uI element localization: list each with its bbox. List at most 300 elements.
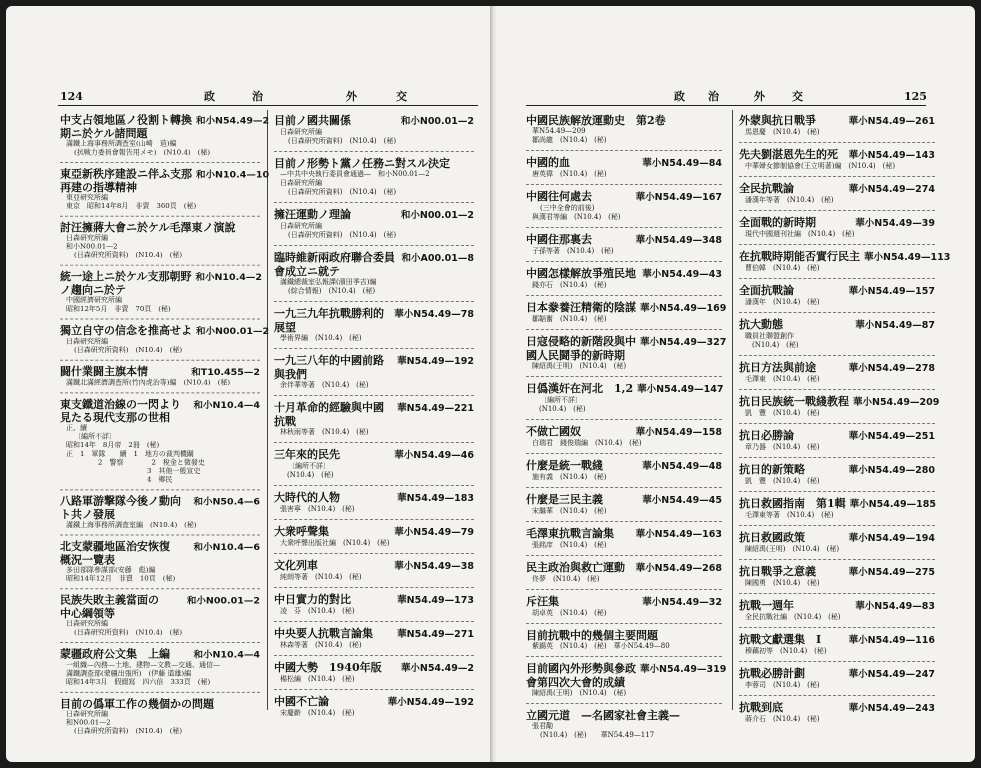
entry-detail: 中國經濟研究所編: [66, 296, 122, 305]
left-page: [6, 6, 494, 762]
call-number: 和小N00.01—2: [400, 116, 474, 127]
catalog-entry: [274, 114, 474, 152]
entry-title: 目前の僞軍工作の幾個かの問題: [60, 697, 214, 711]
entry-title-continued: 會第四次大會的成績: [526, 676, 625, 689]
entry-detail: 和N00.01—2: [66, 718, 111, 727]
catalog-entry: [526, 114, 722, 151]
entry-title: 大衆呼聲集: [274, 525, 329, 538]
entry-detail: 鄒尚龍 (N10.4) (秘): [532, 136, 607, 144]
entry-title-continued: 中心綱領等: [60, 607, 115, 620]
running-head-char: 政: [204, 90, 215, 103]
catalog-entry: [274, 525, 474, 554]
entry-detail: 純朗等著 (N10.4) (秘): [280, 573, 362, 581]
entry-detail: 現代中國週刊社編 (N10.4) (秘): [745, 230, 855, 238]
column-rule: [267, 110, 268, 710]
call-number: 華小N54.49—247: [848, 669, 935, 680]
entry-title-line: [739, 463, 935, 477]
entry-title-line: [274, 593, 474, 607]
entry-title: 大時代的人物: [274, 491, 340, 504]
catalog-entry: [526, 493, 722, 522]
catalog-entry: [60, 398, 260, 490]
catalog-entry: [274, 354, 474, 396]
entry-title-line: [60, 270, 260, 283]
call-number: 華小N54.49—251: [848, 431, 935, 442]
entry-detail: 張害寧 (N10.4) (秘): [280, 505, 355, 513]
entry-title: 八路軍游撃隊今後ノ動向: [60, 495, 181, 508]
entry-title-line: [739, 395, 940, 409]
entry-detail: 中華婦女節制協會(王立明著)編 (N10.4) (秘): [745, 162, 896, 170]
catalog-entry: [274, 251, 474, 302]
catalog-column: [274, 114, 474, 728]
entry-title-line: [274, 114, 474, 128]
call-number: 華小N54.49—147: [637, 384, 724, 395]
catalog-entry: [739, 701, 935, 729]
entry-title: 民族失敗主義當面の: [60, 594, 159, 607]
entry-title: 日僞漢奸在河北 1,2: [526, 382, 634, 395]
catalog-entry: [739, 148, 935, 177]
entry-title: 毛澤東抗戰言論集: [526, 527, 614, 540]
catalog-entry: [60, 648, 260, 693]
catalog-entry: [526, 595, 722, 624]
running-head-char: 治: [708, 90, 719, 103]
call-number: 華小N54.49—43: [642, 269, 722, 280]
entry-detail: (N10.4) (秘): [532, 405, 586, 413]
catalog-entry: [739, 361, 935, 390]
entry-title-line: [739, 667, 935, 681]
header-rule: [526, 105, 926, 106]
entry-detail: (三中全會的前後): [540, 204, 595, 212]
catalog-entry: [526, 662, 727, 704]
entry-detail: 白瑞君 錢俊瑞編 (N10.4) (秘): [532, 439, 642, 447]
entry-title-line: [739, 148, 935, 162]
entry-detail: 多田部隊參謀部(安藤 彪)編: [66, 566, 156, 574]
call-number: 華小N54.49—192: [387, 697, 474, 708]
entry-detail: 華N54.49—209: [532, 127, 586, 135]
entry-title: 日本豢養汪精衛的陰謀: [526, 301, 636, 314]
page-number: 124: [60, 90, 83, 103]
entry-detail: (日森研究所資料) (N10.4) (秘): [74, 251, 183, 259]
call-number: 華小N54.49—45: [642, 495, 722, 506]
entry-title-line: [60, 698, 260, 710]
entry-title: 擁汪運動ノ理論: [274, 208, 351, 221]
entry-detail: (日森研究所資料) (N10.4) (秘): [74, 346, 183, 354]
call-number: 華小N54.49—209: [853, 397, 940, 408]
call-number: 華小N54.49—87: [855, 320, 935, 331]
entry-title-line: [274, 448, 474, 462]
entry-title-line: [526, 267, 722, 281]
catalog-entry: [274, 627, 474, 656]
entry-detail: 大衆呼聲出版社編 (N10.4) (秘): [280, 539, 390, 547]
entry-detail: (日森研究所資料) (N10.4) (秘): [288, 231, 397, 239]
call-number: 和小N00.01—2: [186, 595, 260, 607]
call-number: 和小N10.4—4: [193, 649, 260, 661]
entry-title: 抗戰到底: [739, 701, 783, 714]
running-head-char: 外: [346, 90, 357, 103]
entry-title-line: [526, 425, 722, 439]
catalog-entry: [739, 531, 935, 560]
catalog-entry: [526, 382, 722, 420]
entry-title: 目前ノ形勢ト黨ノ任務ニ對スル決定: [274, 157, 450, 170]
call-number: 和小A00.01—8: [401, 253, 474, 264]
entry-detail: 正、續: [66, 424, 87, 432]
catalog-entry: [526, 425, 722, 454]
entry-title-line: [526, 662, 727, 676]
catalog-entry: [526, 527, 722, 556]
entry-detail: 滿鐵北滿經濟調査所(竹內虎治等)編 (N10.4) (秘): [66, 378, 231, 387]
call-number: 華小N54.49—167: [635, 192, 722, 203]
entry-title: 臨時維新兩政府聯合委員: [274, 251, 395, 264]
entry-detail: (抗戦力委員會報告用メモ) (N10.4) (秘): [74, 148, 211, 157]
catalog-entry: [274, 593, 474, 622]
entry-title: 一九三八年的中國前路: [274, 354, 384, 367]
entry-title-line: [739, 429, 935, 443]
entry-title-line: [526, 629, 722, 642]
entry-title-line: [274, 695, 474, 709]
catalog-entry: [739, 216, 935, 245]
entry-title-continued: 抗戰: [274, 415, 296, 428]
entry-detail: 潘漢年 (N10.4) (秘): [745, 298, 820, 306]
entry-detail: 滿鐵上海事務所調査室(山崎 造)編: [66, 139, 177, 148]
entry-detail: 余伴華等著 (N10.4) (秘): [280, 381, 369, 389]
entry-detail: 職員社聯盟創作: [745, 332, 794, 340]
entry-detail: 東京 昭和14年8月 非賣 360頁 (秘): [66, 202, 197, 210]
entry-detail: 楊松編 (N10.4) (秘): [280, 675, 355, 683]
entry-title-line: [274, 661, 474, 675]
catalog-entry: [60, 540, 260, 589]
column-rule: [732, 110, 733, 710]
entry-title-line: [526, 459, 722, 473]
entry-title-line: [526, 114, 722, 127]
entry-title-continued: 再建の指導精神: [60, 181, 137, 194]
catalog-entry: [526, 629, 722, 657]
call-number: 和小N54.49—2: [196, 115, 270, 127]
entry-detail: 日森研究所編: [66, 337, 108, 346]
entry-title-continued: 國人民鬪爭的新時期: [526, 349, 625, 362]
entry-title: 什麼是三民主義: [526, 493, 603, 506]
entry-title-line: [526, 190, 722, 204]
catalog-entry: [739, 250, 951, 279]
entry-title: 抗日戰爭之意義: [739, 565, 816, 578]
entry-title: 三年來的民先: [274, 448, 340, 461]
call-number: 華小N54.49—2: [400, 663, 474, 674]
catalog-entry: [526, 156, 722, 185]
entry-title-line: [274, 401, 474, 415]
catalog-column: [60, 114, 270, 746]
entry-title: 先夫劉湛恩先生的死: [739, 148, 838, 161]
entry-title-continued: 概況一覽表: [60, 553, 115, 567]
catalog-entry: [274, 401, 474, 443]
entry-title-line: [526, 709, 722, 722]
catalog-entry: [739, 463, 935, 492]
entry-detail: 蔣介石 (N10.4) (秘): [745, 715, 820, 723]
entry-title: 抗日救國政策: [739, 531, 805, 544]
catalog-entry: [274, 661, 474, 690]
call-number: 和小N10.4—4: [193, 400, 260, 411]
call-number: 華小N54.49—280: [848, 465, 935, 476]
entry-title: 十月革命的經驗與中國: [274, 401, 384, 414]
call-number: 華小N54.49—46: [394, 450, 474, 461]
entry-title: 外蒙與抗日戰爭: [739, 114, 816, 127]
entry-title: 東支鐵道治線の一閃より: [60, 398, 181, 411]
entry-detail: 日森研究所編: [66, 710, 108, 718]
call-number: 華小N54.49—79: [394, 527, 474, 538]
entry-detail: 林秋雨等著 (N10.4) (秘): [280, 428, 369, 436]
running-head-char: 外: [754, 90, 765, 103]
call-number: 華小N54.49—319: [640, 664, 727, 675]
entry-title: 抗戰文獻選集 Ⅰ: [739, 633, 822, 646]
entry-title: 目前ノ國共關係: [274, 114, 351, 127]
call-number: 華小N54.49—194: [848, 533, 935, 544]
catalog-entry: [739, 497, 935, 526]
catalog-entry: [60, 167, 270, 217]
entry-title: 中國怎樣解放爭殖民地: [526, 267, 636, 280]
entry-title-line: [60, 648, 260, 661]
catalog-entry: [60, 270, 260, 319]
entry-title: 中國民族解放運動史 第2卷: [526, 114, 666, 127]
entry-detail: 滿鐵總裁室弘報課(濱田季吉)編: [280, 278, 377, 286]
entry-title-continued: ノ趨向ニ於テ: [60, 283, 126, 297]
entry-detail: 滿鐵上海事務所調査室編 (N10.4) (秘): [66, 521, 197, 529]
entry-detail: 陳國勇 (N10.4) (秘): [745, 579, 820, 587]
entry-detail: 凱 豐 (N10.4) (秘): [745, 409, 820, 417]
call-number: 華小N54.49—327: [640, 337, 727, 348]
catalog-entry: [274, 448, 474, 486]
catalog-entry: [526, 267, 722, 296]
entry-detail: 胡卓英 (N10.4) (秘): [532, 609, 607, 617]
entry-title-continued: 期ニ於ケル諸問題: [60, 127, 148, 140]
entry-detail: 佟夢 (N10.4) (秘): [532, 575, 600, 583]
entry-title-continued: 見たる現代支那の世相: [60, 411, 170, 425]
entry-detail: 昭和14年3月 假綴寫 四六倍 333頁 (秘): [66, 678, 211, 687]
entry-title-line: [526, 493, 722, 507]
entry-detail: 陳紹禹(王明) (N10.4) (秘): [745, 545, 840, 553]
entry-title-continued: 展望: [274, 321, 296, 334]
entry-title: 抗日方法與前途: [739, 361, 816, 374]
entry-title-line: [60, 167, 270, 181]
entry-title: 中國大勢 1940年版: [274, 661, 382, 674]
entry-title-line: [60, 324, 270, 337]
entry-title-line: [274, 559, 474, 573]
entry-detail: 鄒韜奮 (N10.4) (秘): [532, 315, 607, 323]
entry-detail: (綜合情報) (N10.4) (秘): [288, 287, 376, 295]
catalog-entry: [739, 114, 935, 143]
running-head-char: 治: [252, 90, 263, 103]
entry-detail: 穆藕初等 (N10.4) (秘): [745, 647, 827, 655]
call-number: 華小N54.49—261: [848, 116, 935, 127]
entry-title: 不做亡國奴: [526, 425, 581, 438]
entry-title-line: [526, 527, 722, 541]
entry-title: 北支蒙疆地區治安恢復: [60, 540, 170, 553]
call-number: 和小N10.4—2: [195, 272, 262, 283]
entry-title-continued: ト共ノ發展: [60, 508, 115, 522]
entry-detail: 章乃器 (N10.4) (秘): [745, 443, 820, 451]
entry-detail: 毛澤東等著 (N10.4) (秘): [745, 511, 834, 519]
entry-title: 闘什業闘主旗本情: [60, 365, 148, 378]
catalog-entry: [526, 335, 727, 377]
entry-title-line: [60, 594, 260, 607]
catalog-entry: [274, 559, 474, 588]
call-number: 和小N00.01—2: [196, 326, 270, 337]
catalog-entry: [60, 222, 260, 266]
call-number: 華小N54.49—48: [642, 461, 722, 472]
entry-title: 東亞新秩序建設ニ伴ふ支那: [60, 167, 192, 181]
running-head-char: 政: [674, 90, 685, 103]
entry-title-line: [60, 222, 260, 234]
catalog-entry: [526, 233, 722, 262]
entry-title-line: [526, 301, 727, 315]
entry-detail: 〔編所不詳〕: [74, 432, 116, 441]
call-number: 和小N50.4—6: [193, 497, 260, 508]
call-number: 華小N54.49—32: [642, 597, 722, 608]
entry-title-line: [526, 382, 722, 396]
entry-detail: 與漢君等編 (N10.4) (秘): [532, 213, 621, 221]
entry-title: 統一途上ニ於ケル支那朝野: [60, 270, 192, 283]
entry-title-line: [274, 627, 474, 641]
entry-detail: (日森研究所資料) (N10.4) (秘): [288, 188, 397, 196]
entry-detail: 滿鐵調查部(蒙疆出張所) (伊藤 道雄)編: [66, 669, 192, 678]
entry-detail: 日森研究所編: [280, 128, 322, 136]
catalog-entry: [526, 190, 722, 228]
catalog-entry: [739, 318, 935, 356]
entry-title: 立國元道 —名國家社會主義—: [526, 709, 680, 722]
call-number: 華小N54.49—116: [848, 635, 935, 646]
entry-detail: (N10.4) (秘): [280, 471, 334, 479]
entry-detail: 全民抗戰社編 (N10.4) (秘): [745, 613, 841, 621]
entry-detail: (N10.4) (秘) 華N54.49—117: [540, 731, 655, 739]
entry-title: 文化列車: [274, 559, 318, 572]
entry-title: 中國的血: [526, 156, 570, 169]
entry-detail: 潘漢年等著 (N10.4) (秘): [745, 196, 834, 204]
entry-title: 抗大動態: [739, 318, 783, 331]
entry-detail: —中共中央執行委員會通過— 和小N00.01—2: [280, 170, 430, 178]
entry-detail: 和小N00.01—2: [66, 242, 118, 251]
entry-detail: 4 鄉民: [84, 475, 173, 484]
entry-title: 抗戰一週年: [739, 599, 794, 612]
call-number: 華N54.49—221: [397, 403, 474, 414]
entry-title: 斥汪集: [526, 595, 559, 608]
catalog-entry: [60, 698, 260, 741]
entry-detail: 昭和12年5月 非賣 70頁 (秘): [66, 305, 171, 313]
call-number: 華N54.49—183: [397, 493, 474, 504]
entry-title-continued: 會成立ニ就テ: [274, 265, 340, 278]
entry-title-line: [739, 114, 935, 128]
entry-title: 討汪擁蔣大會ニ於ケル毛澤東ノ演說: [60, 221, 236, 234]
entry-title-line: [526, 233, 722, 247]
catalog-entry: [60, 495, 260, 535]
entry-detail: 昭和14年 8月帝 2冊 (秘): [66, 441, 160, 450]
entry-detail: 日森研究所編: [66, 619, 108, 628]
entry-title: 中國往何處去: [526, 190, 592, 203]
call-number: 華小N54.49—143: [848, 150, 935, 161]
entry-detail: 施有義 (N10.4) (秘): [532, 473, 607, 481]
entry-detail: 凱 豐 (N10.4) (秘): [745, 477, 820, 485]
catalog-entry: [60, 324, 270, 360]
call-number: 華N54.49—173: [397, 595, 474, 606]
entry-detail: 日森研究所編: [280, 179, 322, 187]
catalog-entry: [739, 599, 935, 628]
entry-title-line: [274, 157, 474, 170]
catalog-entry: [739, 667, 935, 696]
entry-title-line: [739, 250, 951, 264]
catalog-entry: [526, 459, 722, 488]
entry-detail: 陳紹禹(王明) (N10.4) (秘): [532, 362, 627, 370]
entry-title: 中國住那裏去: [526, 233, 592, 246]
call-number: 和小N00.01—2: [400, 210, 474, 221]
entry-title-line: [60, 540, 260, 553]
entry-detail: 一組織—內務—土地、建物—文教—交通、通信—: [66, 661, 220, 669]
right-page: [496, 6, 975, 762]
entry-title: 抗日必勝論: [739, 429, 794, 442]
catalog-column: [526, 114, 727, 750]
catalog-entry: [739, 633, 935, 662]
header-rule: [58, 105, 478, 106]
call-number: 華小N54.49—243: [848, 703, 935, 714]
entry-detail: 馬恩慶 (N10.4) (秘): [745, 128, 820, 136]
catalog-entry: [274, 695, 474, 723]
catalog-entry: [274, 491, 474, 520]
entry-detail: 日森研究所編: [280, 222, 322, 230]
call-number: 華小N54.49—113: [864, 252, 951, 263]
call-number: 華小N54.49—157: [848, 286, 935, 297]
entry-detail: 毛澤東 (N10.4) (秘): [745, 375, 820, 383]
call-number: 和小N10.4—10: [196, 169, 270, 181]
entry-detail: 李蓉司 (N10.4) (秘): [745, 681, 820, 689]
entry-title: 蒙疆政府公文集 上編: [60, 647, 170, 661]
entry-title-line: [60, 495, 260, 508]
entry-detail: 唐英偉 (N10.4) (秘): [532, 170, 607, 178]
catalog-entry: [60, 366, 260, 394]
entry-title: 全民抗戰論: [739, 182, 794, 195]
entry-title: 日寇侵略的新階段與中: [526, 335, 636, 348]
entry-title: 中國不亡論: [274, 695, 329, 708]
call-number: 華小N54.49—84: [642, 158, 722, 169]
entry-title-line: [274, 307, 474, 321]
entry-title-line: [739, 318, 935, 332]
entry-title: 目前抗戰中的幾個主要問題: [526, 629, 658, 642]
catalog-entry: [526, 301, 727, 330]
entry-title-line: [739, 361, 935, 375]
entry-title: 抗日救國指南 第1輯: [739, 497, 846, 510]
catalog-entry: [274, 208, 474, 246]
call-number: 華小N54.49—158: [635, 427, 722, 438]
entry-detail: 學術界編 (N10.4) (秘): [280, 334, 362, 342]
entry-title-line: [526, 156, 722, 170]
entry-title-line: [739, 182, 935, 196]
entry-title-line: [739, 531, 935, 545]
catalog-entry: [526, 709, 722, 745]
entry-title-line: [60, 398, 260, 411]
call-number: 華N54.49—271: [397, 629, 474, 640]
call-number: 和T10.455—2: [191, 367, 260, 378]
call-number: 華小N54.49—268: [635, 563, 722, 574]
entry-title-line: [739, 216, 935, 230]
entry-detail: 2 警察 2 稅金と徵發史: [84, 458, 205, 467]
catalog-entry: [739, 284, 935, 313]
catalog-entry: [526, 561, 722, 590]
entry-detail: (日森研究所資料) (N10.4) (秘): [74, 628, 183, 637]
entry-title: 抗戰必勝計劃: [739, 667, 805, 680]
call-number: 華小N54.49—274: [848, 184, 935, 195]
entry-title: 目前國內外形勢與參政: [526, 662, 636, 675]
catalog-entry: [739, 182, 935, 211]
catalog-entry: [60, 114, 270, 163]
call-number: 華小N54.49—348: [635, 235, 722, 246]
entry-detail: 3 其他一般宣史: [84, 467, 201, 475]
catalog-entry: [739, 429, 935, 458]
catalog-entry: [739, 395, 940, 424]
entry-title: 全面戰的新時期: [739, 216, 816, 229]
entry-detail: 張君勱: [532, 722, 553, 730]
